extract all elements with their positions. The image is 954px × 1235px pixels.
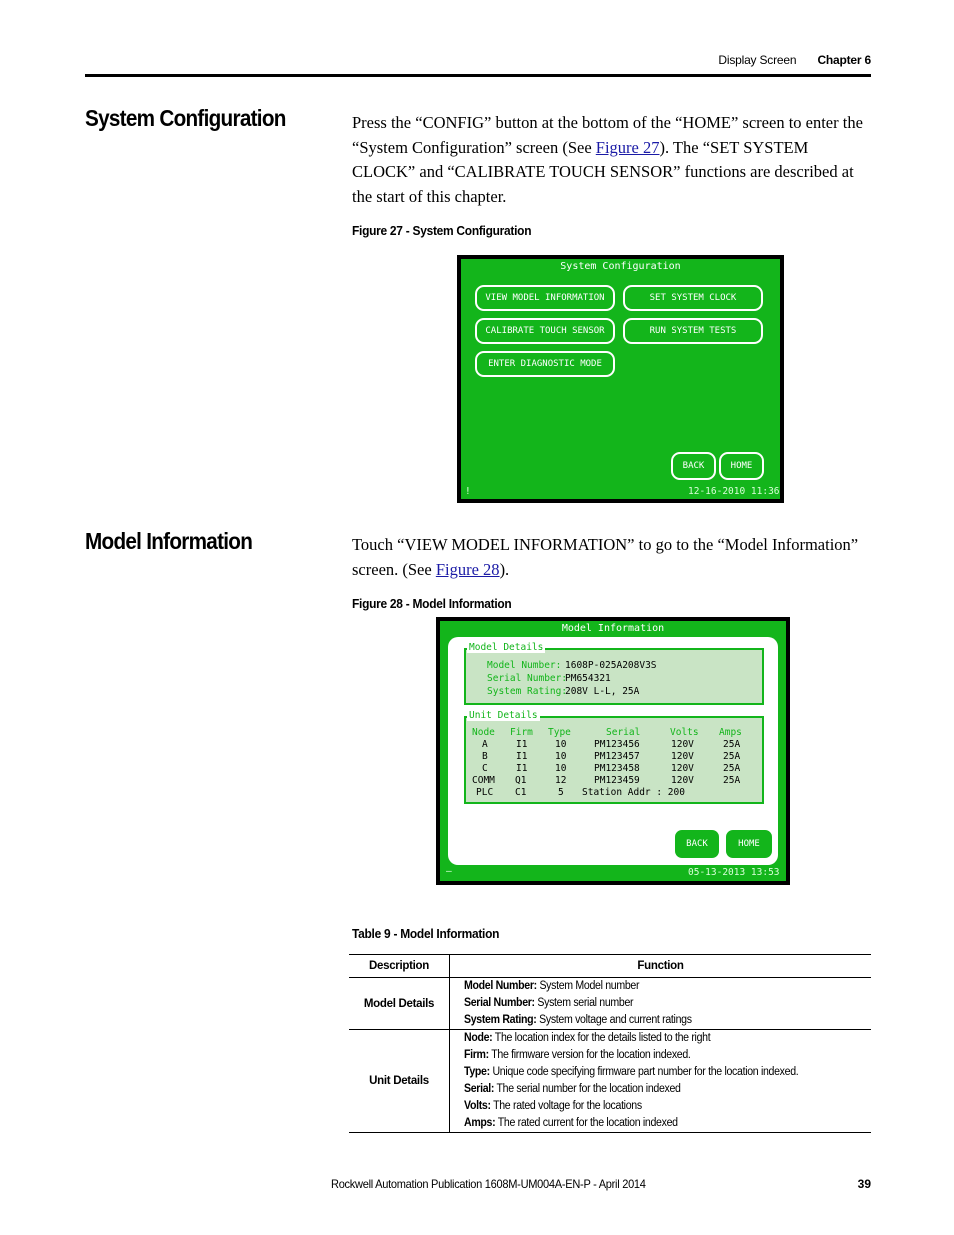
cell-volts: 120V — [671, 775, 694, 786]
paragraph-text: ). — [499, 559, 510, 579]
model-information-screen — [436, 617, 790, 885]
cell-type: 10 — [555, 751, 567, 762]
col-node: Node — [472, 727, 495, 738]
cell-type: 10 — [555, 763, 567, 774]
paragraph-text: ). The “SET SYSTEM CLOCK” and “CALIBRATE TOUCH SENSOR” functions are described at the start of this chapter. — [352, 137, 854, 206]
cell-firm: I1 — [516, 739, 528, 750]
system-rating-label: System Rating: — [487, 686, 568, 697]
cell-amps: 25A — [723, 739, 741, 750]
status-marker: — — [446, 866, 452, 877]
figure-28-link[interactable]: Figure 28 — [435, 559, 500, 579]
table-row — [349, 1030, 871, 1133]
cell-serial: PM123457 — [594, 751, 640, 762]
set-system-clock-button[interactable]: SET SYSTEM CLOCK — [623, 285, 763, 311]
function-line: Model Number: System Model number — [464, 980, 640, 992]
screen-title: Model Information — [561, 623, 665, 634]
heading-model-information: Model Information — [85, 528, 253, 554]
header-section: Display Screen — [718, 53, 797, 67]
cell-volts: 120V — [671, 739, 694, 750]
table-9-caption: Table 9 - Model Information — [352, 926, 500, 941]
figure-27-link[interactable]: Figure 27 — [595, 137, 660, 157]
cell-volts: 120V — [671, 763, 694, 774]
cell-type: 5 — [558, 787, 564, 798]
screen-title: System Configuration — [560, 261, 681, 272]
cell-firm: I1 — [516, 763, 528, 774]
function-line: Serial: The serial number for the location indexed — [464, 1083, 681, 1095]
function-line: System Rating: System voltage and current ratings — [464, 1014, 692, 1026]
cell-node: PLC — [476, 787, 494, 798]
col-function-header: Function — [450, 955, 872, 978]
enter-diagnostic-mode-button[interactable]: ENTER DIAGNOSTIC MODE — [475, 351, 615, 377]
col-amps: Amps — [719, 727, 742, 738]
row-function — [450, 978, 872, 1030]
col-volts: Volts — [670, 727, 699, 738]
model-information-paragraph — [352, 533, 870, 582]
cell-serial: PM123458 — [594, 763, 640, 774]
running-header — [718, 53, 871, 67]
cell-serial: PM123456 — [594, 739, 640, 750]
function-line: Firm: The firmware version for the location indexed. — [464, 1049, 691, 1061]
serial-number-value: PM654321 — [565, 673, 611, 684]
cell-amps: 25A — [723, 775, 741, 786]
alert-marker: ! — [465, 486, 471, 497]
system-configuration-paragraph — [352, 111, 870, 209]
col-firm: Firm — [510, 727, 533, 738]
function-line: Amps: The rated current for the location indexed — [464, 1117, 678, 1129]
calibrate-touch-sensor-button[interactable]: CALIBRATE TOUCH SENSOR — [475, 318, 615, 344]
function-line: Type: Unique code specifying firmware part number for the location indexed. — [464, 1066, 799, 1078]
run-system-tests-button[interactable]: RUN SYSTEM TESTS — [623, 318, 763, 344]
col-description-header: Description — [349, 955, 450, 978]
unit-details-label: Unit Details — [469, 710, 538, 721]
header-rule — [85, 74, 871, 77]
heading-system-configuration: System Configuration — [85, 105, 286, 131]
page-number: 39 — [857, 1177, 871, 1191]
row-description: Model Details — [349, 978, 450, 1030]
screen-timestamp: 12-16-2010 11:36 — [688, 486, 780, 497]
figure-28-caption: Figure 28 - Model Information — [352, 596, 512, 611]
serial-number-label: Serial Number: — [487, 673, 568, 684]
cell-firm: C1 — [515, 787, 527, 798]
cell-station-address: Station Addr : 200 — [582, 787, 685, 798]
model-details-label: Model Details — [469, 642, 544, 653]
home-button[interactable]: HOME — [719, 452, 764, 480]
cell-type: 12 — [555, 775, 567, 786]
model-number-label: Model Number: — [487, 660, 562, 671]
cell-volts: 120V — [671, 751, 694, 762]
back-button[interactable]: BACK — [673, 828, 721, 860]
model-information-table — [349, 954, 871, 1133]
function-line: Serial Number: System serial number — [464, 997, 634, 1009]
view-model-information-button[interactable]: VIEW MODEL INFORMATION — [475, 285, 615, 311]
col-serial: Serial — [606, 727, 641, 738]
cell-serial: PM123459 — [594, 775, 640, 786]
paragraph-text: Press the “CONFIG” button at the bottom of the “HOME” screen to enter the “System Configuration” screen (See — [352, 113, 863, 157]
back-button[interactable]: BACK — [671, 452, 716, 480]
function-line: Node: The location index for the details listed to the right — [464, 1032, 711, 1044]
function-line: Volts: The rated voltage for the locations — [464, 1100, 642, 1112]
screen-timestamp: 05-13-2013 13:53 — [688, 867, 780, 878]
cell-amps: 25A — [723, 751, 741, 762]
system-configuration-screen — [457, 255, 784, 503]
cell-type: 10 — [555, 739, 567, 750]
cell-amps: 25A — [723, 763, 741, 774]
header-chapter: Chapter 6 — [817, 53, 871, 67]
system-rating-value: 208V L-L, 25A — [565, 686, 640, 697]
cell-node: B — [482, 751, 488, 762]
table-row — [349, 978, 871, 1030]
home-button[interactable]: HOME — [724, 828, 774, 860]
cell-node: COMM — [472, 775, 495, 786]
row-function — [450, 1030, 872, 1133]
col-type: Type — [548, 727, 571, 738]
cell-node: A — [482, 739, 488, 750]
cell-firm: I1 — [516, 751, 528, 762]
figure-27-caption: Figure 27 - System Configuration — [352, 223, 532, 238]
cell-firm: Q1 — [515, 775, 527, 786]
cell-node: C — [482, 763, 488, 774]
footer-publication: Rockwell Automation Publication 1608M-UM004A-EN-P - April 2014 — [331, 1177, 646, 1191]
row-description: Unit Details — [349, 1030, 450, 1133]
paragraph-text: Touch “VIEW MODEL INFORMATION” to go to the “Model Information” screen. (See — [352, 535, 859, 579]
model-number-value: 1608P-025A208V3S — [565, 660, 657, 671]
